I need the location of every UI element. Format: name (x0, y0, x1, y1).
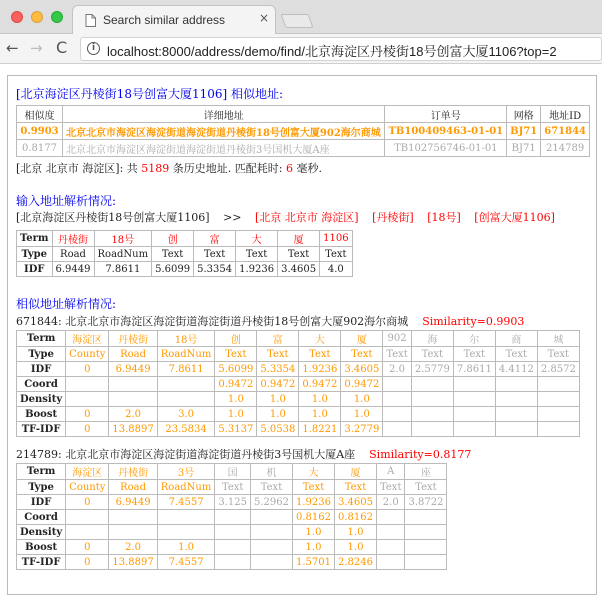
term-cell: 商 (495, 331, 537, 347)
row-label: Term (17, 331, 66, 347)
type-cell: Text (537, 347, 579, 362)
forward-arrow-icon[interactable]: → (30, 39, 43, 57)
table-row (17, 480, 447, 495)
row-grid: BJ71 (507, 140, 541, 157)
term-cell: 座 (405, 464, 447, 480)
table-row (17, 495, 447, 510)
tfidf-cell (251, 555, 293, 570)
table-row (17, 362, 580, 377)
density-cell (495, 392, 537, 407)
segment-roadnum: [18号] (427, 211, 461, 224)
coord-cell: 0.8162 (293, 510, 335, 525)
boost-cell (405, 540, 447, 555)
idf-cell: 2.8572 (537, 362, 579, 377)
density-cell (251, 525, 293, 540)
boost-cell: 0 (66, 407, 109, 422)
page-content (7, 75, 597, 595)
boost-cell: 0 (66, 540, 109, 555)
density-cell (405, 525, 447, 540)
coord-cell (405, 510, 447, 525)
row-label: TF-IDF (17, 422, 66, 437)
header-order: 订单号 (385, 106, 507, 123)
density-cell: 1.0 (257, 392, 299, 407)
boost-cell: 3.0 (157, 407, 215, 422)
row-label: Boost (17, 540, 66, 555)
idf-cell: 7.8611 (453, 362, 495, 377)
type-cell: Text (453, 347, 495, 362)
table-row (17, 525, 447, 540)
similar-address-label: 214789: 北京北京市海淀区海淀街道海淀街道丹棱街3号国机大厦A座 (16, 448, 356, 461)
coord-cell (66, 377, 109, 392)
density-cell (453, 392, 495, 407)
coord-cell: 0.9472 (299, 377, 341, 392)
header-grid: 网格 (507, 106, 541, 123)
term-cell: A (377, 464, 405, 480)
boost-cell (495, 407, 537, 422)
density-cell (537, 392, 579, 407)
idf-cell: 5.3354 (194, 262, 236, 277)
density-cell (109, 525, 157, 540)
summary-region: [北京 北京市 海淀区]: 共 (16, 162, 142, 175)
row-label: Type (17, 247, 53, 262)
boost-cell: 1.0 (335, 540, 377, 555)
table-row (17, 464, 447, 480)
idf-cell: 3.8722 (405, 495, 447, 510)
table-header-row (17, 106, 590, 123)
table-row[interactable] (17, 140, 590, 157)
tfidf-cell: 7.4557 (157, 555, 215, 570)
row-similarity: 0.8177 (17, 140, 63, 157)
boost-cell: 1.0 (215, 407, 257, 422)
row-grid: BJ71 (507, 123, 541, 140)
row-address: 北京北京市海淀区海淀街道海淀街道丹棱街18号创富大厦902海尔商城 (63, 123, 385, 140)
coord-cell (109, 510, 157, 525)
type-cell: Text (411, 347, 453, 362)
tfidf-cell (495, 422, 537, 437)
term-cell: 18号 (157, 331, 215, 347)
term-cell: 海淀区 (66, 331, 109, 347)
coord-cell (215, 510, 251, 525)
similar-term-table (16, 330, 580, 437)
type-cell: Text (405, 480, 447, 495)
segment-road: [丹棱街] (372, 211, 414, 224)
tfidf-cell: 23.5834 (157, 422, 215, 437)
document-icon (85, 14, 96, 27)
idf-cell: 5.2962 (251, 495, 293, 510)
boost-cell: 1.0 (293, 540, 335, 555)
row-similarity: 0.9903 (17, 123, 63, 140)
coord-cell: 0.9472 (341, 377, 383, 392)
input-parse-heading: 输入地址解析情况: (16, 194, 117, 208)
address-bar[interactable] (80, 37, 602, 61)
density-cell: 1.0 (341, 392, 383, 407)
boost-cell: 2.0 (109, 540, 157, 555)
tfidf-cell (377, 555, 405, 570)
table-row (17, 377, 580, 392)
tfidf-cell (215, 555, 251, 570)
idf-cell: 2.0 (377, 495, 405, 510)
tfidf-cell (405, 555, 447, 570)
density-cell (215, 525, 251, 540)
term-cell: 国 (215, 464, 251, 480)
term-cell: 厦 (278, 231, 320, 247)
row-label: Term (17, 464, 66, 480)
type-cell: Text (278, 247, 320, 262)
boost-cell: 1.0 (341, 407, 383, 422)
tfidf-cell (411, 422, 453, 437)
input-term-table (16, 230, 353, 277)
coord-cell (66, 510, 109, 525)
idf-cell: 5.3354 (257, 362, 299, 377)
type-cell: RoadNum (94, 247, 152, 262)
type-cell: Text (341, 347, 383, 362)
input-parse-line (16, 210, 588, 225)
row-label: Density (17, 392, 66, 407)
boost-cell (251, 540, 293, 555)
similarity-score: Similarity=0.9903 (422, 315, 525, 328)
row-label: IDF (17, 362, 66, 377)
term-cell: 创 (215, 331, 257, 347)
row-label: Type (17, 480, 66, 495)
similar-address-label: 671844: 北京北京市海淀区海淀街道海淀街道丹棱街18号创富大厦902海尔商城 (16, 315, 409, 328)
table-row (17, 422, 580, 437)
input-raw-address: [北京海淀区丹棱街18号创富大厦1106] (16, 211, 210, 224)
idf-cell: 6.9449 (109, 495, 157, 510)
density-cell (377, 525, 405, 540)
close-window-button[interactable] (11, 11, 23, 23)
term-cell: 丹棱街 (52, 231, 94, 247)
table-row (17, 347, 580, 362)
boost-cell (411, 407, 453, 422)
table-row (17, 407, 580, 422)
type-cell: Road (109, 480, 157, 495)
boost-cell (453, 407, 495, 422)
term-cell: 18号 (94, 231, 152, 247)
summary-mid: 条历史地址. 匹配耗时: (169, 162, 286, 175)
term-cell: 尔 (453, 331, 495, 347)
idf-cell: 2.5779 (411, 362, 453, 377)
term-cell: 1106 (320, 231, 352, 247)
density-cell (157, 392, 215, 407)
density-cell (383, 392, 411, 407)
type-cell: Text (152, 247, 194, 262)
type-cell: Text (236, 247, 278, 262)
type-cell: Text (215, 347, 257, 362)
parse-arrow: >> (223, 211, 242, 224)
coord-cell (453, 377, 495, 392)
term-cell: 海 (411, 331, 453, 347)
match-time: 6 (285, 162, 293, 175)
tfidf-cell (453, 422, 495, 437)
row-order: TB100409463-01-01 (385, 123, 507, 140)
type-cell: Text (495, 347, 537, 362)
type-cell: Text (257, 347, 299, 362)
type-cell: RoadNum (157, 347, 215, 362)
idf-cell: 4.4112 (495, 362, 537, 377)
coord-cell (157, 510, 215, 525)
density-cell (109, 392, 157, 407)
type-cell: Text (251, 480, 293, 495)
idf-cell: 5.6099 (152, 262, 194, 277)
coord-cell: 0.9472 (215, 377, 257, 392)
similar-block-header (16, 447, 588, 462)
tfidf-cell: 13.8897 (109, 555, 157, 570)
tfidf-cell: 3.2779 (341, 422, 383, 437)
idf-cell: 4.0 (320, 262, 352, 277)
tfidf-cell: 0 (66, 555, 109, 570)
table-row (17, 392, 580, 407)
coord-cell (251, 510, 293, 525)
header-address-id: 地址ID (541, 106, 590, 123)
term-cell: 大 (293, 464, 335, 480)
term-cell: 大 (236, 231, 278, 247)
type-cell: Text (377, 480, 405, 495)
back-arrow-icon[interactable]: ← (6, 39, 19, 57)
type-cell: Road (109, 347, 157, 362)
idf-cell: 6.9449 (52, 262, 94, 277)
idf-cell: 3.125 (215, 495, 251, 510)
type-cell: Text (383, 347, 411, 362)
coord-cell (411, 377, 453, 392)
idf-cell: 3.4605 (278, 262, 320, 277)
header-address: 详细地址 (63, 106, 385, 123)
history-summary (16, 161, 588, 176)
boost-cell: 1.0 (257, 407, 299, 422)
term-cell: 大 (299, 331, 341, 347)
table-row[interactable] (17, 123, 590, 140)
coord-cell: 0.8162 (335, 510, 377, 525)
density-cell (411, 392, 453, 407)
density-cell: 1.0 (215, 392, 257, 407)
coord-cell (377, 510, 405, 525)
table-row (17, 510, 447, 525)
history-count: 5189 (141, 162, 170, 175)
tfidf-cell: 13.8897 (109, 422, 157, 437)
boost-cell: 1.0 (157, 540, 215, 555)
row-label: IDF (17, 495, 66, 510)
tfidf-cell: 1.8221 (299, 422, 341, 437)
boost-cell (537, 407, 579, 422)
type-cell: Text (320, 247, 352, 262)
similar-parse-blocks (16, 314, 588, 570)
idf-cell: 1.9236 (299, 362, 341, 377)
term-cell: 富 (257, 331, 299, 347)
table-row (17, 540, 447, 555)
table-row (17, 231, 353, 247)
table-row (17, 262, 353, 277)
idf-cell: 7.4557 (157, 495, 215, 510)
density-cell (157, 525, 215, 540)
row-label: Term (17, 231, 53, 247)
maximize-window-button[interactable] (51, 11, 63, 23)
type-cell: Text (293, 480, 335, 495)
term-cell: 3号 (157, 464, 215, 480)
row-label: IDF (17, 262, 53, 277)
table-row (17, 247, 353, 262)
coord-cell (157, 377, 215, 392)
coord-cell: 0.9472 (257, 377, 299, 392)
idf-cell: 0 (66, 495, 109, 510)
row-label: TF-IDF (17, 555, 66, 570)
idf-cell: 6.9449 (109, 362, 157, 377)
density-cell (66, 392, 109, 407)
boost-cell: 2.0 (109, 407, 157, 422)
minimize-window-button[interactable] (31, 11, 43, 23)
row-address: 北京北京市海淀区海淀街道海淀街道丹棱街3号国机大厦A座 (63, 140, 385, 157)
new-tab-button[interactable] (280, 14, 313, 28)
row-label: Coord (17, 510, 66, 525)
similar-heading: [北京海淀区丹棱街18号创富大厦1106] 相似地址: (16, 87, 284, 101)
term-cell: 902 (383, 331, 411, 347)
url-text[interactable]: localhost:8000/address/demo/find/北京海淀区丹棱街18号创富大厦1106?top=2 (107, 44, 557, 59)
row-label: Coord (17, 377, 66, 392)
similarity-score: Similarity=0.8177 (369, 448, 472, 461)
term-cell: 机 (251, 464, 293, 480)
similar-parse-heading: 相似地址解析情况: (16, 297, 117, 311)
segment-region: [北京 北京市 海淀区] (255, 211, 359, 224)
browser-toolbar (0, 34, 602, 64)
row-label: Type (17, 347, 66, 362)
term-cell: 丹棱街 (109, 331, 157, 347)
tfidf-cell (383, 422, 411, 437)
close-tab-icon[interactable]: × (259, 11, 270, 25)
type-cell: County (66, 480, 109, 495)
idf-cell: 3.4605 (335, 495, 377, 510)
density-cell: 1.0 (299, 392, 341, 407)
type-cell: Text (194, 247, 236, 262)
boost-cell (215, 540, 251, 555)
tfidf-cell (537, 422, 579, 437)
browser-tab-bar (0, 0, 602, 34)
type-cell: County (66, 347, 109, 362)
idf-cell: 7.8611 (94, 262, 152, 277)
similar-term-table (16, 463, 447, 570)
term-cell: 创 (152, 231, 194, 247)
term-cell: 富 (194, 231, 236, 247)
tfidf-cell: 5.3137 (215, 422, 257, 437)
summary-post: 毫秒. (292, 162, 322, 175)
tfidf-cell: 2.8246 (335, 555, 377, 570)
similar-address-table (16, 105, 590, 157)
idf-cell: 3.4605 (341, 362, 383, 377)
density-cell (66, 525, 109, 540)
row-label: Density (17, 525, 66, 540)
coord-cell (109, 377, 157, 392)
info-icon[interactable]: i (87, 42, 100, 55)
type-cell: Road (52, 247, 94, 262)
tab-title: Search similar address (103, 13, 226, 27)
term-cell: 海淀区 (66, 464, 109, 480)
row-order: TB102756746-01-01 (385, 140, 507, 157)
coord-cell (383, 377, 411, 392)
tfidf-cell: 5.0538 (257, 422, 299, 437)
term-cell: 厦 (335, 464, 377, 480)
tfidf-cell: 0 (66, 422, 109, 437)
idf-cell: 7.8611 (157, 362, 215, 377)
idf-cell: 1.9236 (236, 262, 278, 277)
row-label: Boost (17, 407, 66, 422)
density-cell: 1.0 (335, 525, 377, 540)
type-cell: Text (299, 347, 341, 362)
similar-block-header (16, 314, 588, 329)
idf-cell: 0 (66, 362, 109, 377)
idf-cell: 5.6099 (215, 362, 257, 377)
type-cell: RoadNum (157, 480, 215, 495)
browser-tab[interactable] (72, 5, 276, 35)
boost-cell: 1.0 (299, 407, 341, 422)
coord-cell (495, 377, 537, 392)
table-row (17, 555, 447, 570)
coord-cell (537, 377, 579, 392)
type-cell: Text (215, 480, 251, 495)
row-address-id: 214789 (541, 140, 590, 157)
header-similarity: 相似度 (17, 106, 63, 123)
idf-cell: 2.0 (383, 362, 411, 377)
idf-cell: 1.9236 (293, 495, 335, 510)
density-cell: 1.0 (293, 525, 335, 540)
segment-text: [创富大厦1106] (474, 211, 555, 224)
row-address-id: 671844 (541, 123, 590, 140)
tfidf-cell: 1.5701 (293, 555, 335, 570)
boost-cell (377, 540, 405, 555)
boost-cell (383, 407, 411, 422)
reload-icon[interactable]: C (56, 38, 68, 57)
term-cell: 厦 (341, 331, 383, 347)
term-cell: 丹棱街 (109, 464, 157, 480)
type-cell: Text (335, 480, 377, 495)
term-cell: 城 (537, 331, 579, 347)
table-row (17, 331, 580, 347)
